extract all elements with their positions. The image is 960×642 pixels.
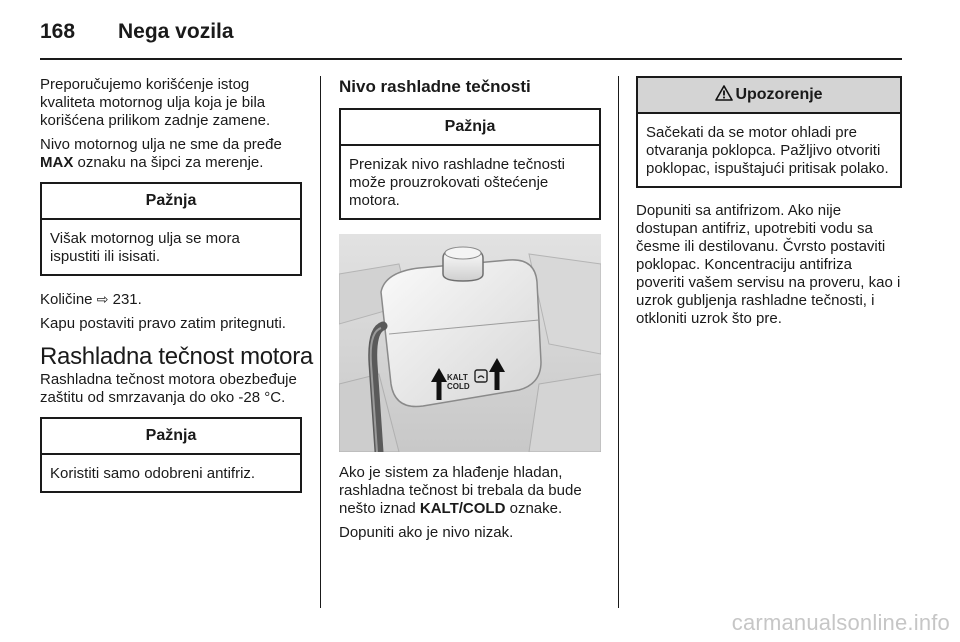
engine-bay-part — [529, 374, 601, 452]
note-title: Pažnja — [42, 419, 300, 455]
warning-triangle-icon — [715, 85, 733, 101]
warning-header — [638, 78, 900, 114]
reservoir-cap-top — [445, 247, 481, 259]
oil-quality-paragraph: Preporučujemo korišćenje istog kvaliteta motornog ulja koja je bila korišćena prilikom zadnje zamene. — [40, 76, 271, 129]
note-text: Koristiti samo odobreni antifriz. — [50, 465, 256, 482]
column-divider-2 — [618, 76, 619, 608]
top-up-paragraph: Dopuniti ako je nivo nizak. — [339, 524, 514, 541]
coolant-reservoir-figure — [339, 234, 601, 452]
warning-title: Upozorenje — [735, 86, 823, 103]
max-mark: MAX — [40, 154, 74, 171]
note-box-low-coolant — [339, 108, 601, 220]
watermark: carmanualsonline.info — [731, 610, 950, 635]
quantities-reference: Količine ⇨ 231. — [40, 291, 142, 308]
warning-box — [636, 76, 902, 188]
page-reference-arrow-icon: ⇨ — [96, 291, 109, 307]
note-text: Prenizak nivo rashladne tečnosti može prouzrokovati oštećenje motora. — [349, 156, 565, 209]
page-header — [40, 14, 902, 54]
note-box-antifreeze — [40, 417, 302, 493]
page-reference-link[interactable]: 231. — [108, 291, 142, 308]
note-title: Pažnja — [341, 110, 599, 146]
coolant-intro-paragraph: Rashladna tečnost motora obezbeđuje zaštitu od smrzavanja do oko -28 °C. — [40, 371, 297, 406]
note-title: Pažnja — [42, 184, 300, 220]
cold-system-paragraph: Ako je sistem za hlađenje hladan, rashladna tečnost bi trebala da bude nešto iznad KALT/COLD oznake. — [339, 464, 582, 517]
chapter-title: Nega vozila — [118, 20, 234, 43]
antifreeze-paragraph: Dopuniti sa antifrizom. Ako nije dostupan antifriz, upotrebiti vodu sa česme ili destilovanu. Čvrsto postaviti poklopac. Koncentraciju antifriza poveriti vašem servisu na proveru, kao i uzrok gubljenja rashladne tečnosti, i otkloniti uzrok što pre. — [636, 202, 901, 327]
column-divider-1 — [320, 76, 321, 608]
subtitle-coolant-level: Nivo rashladne tečnosti — [339, 77, 531, 96]
header-rule — [40, 58, 902, 60]
cap-paragraph: Kapu postaviti pravo zatim pritegnuti. — [40, 315, 286, 332]
note-text: Višak motornog ulja se mora ispustiti ili isisati. — [50, 230, 240, 265]
note-box-excess-oil — [40, 182, 302, 276]
column-middle — [339, 76, 601, 548]
page-number: 168 — [40, 20, 76, 43]
column-left — [40, 76, 313, 507]
kalt-cold-mark: KALT/COLD — [419, 500, 506, 517]
kalt-label: KALT — [447, 373, 468, 382]
section-title-engine-coolant: Rashladna tečnost motora — [40, 343, 313, 370]
cold-label: COLD — [447, 382, 470, 391]
warning-text: Sačekati da se motor ohladi pre otvaranja poklopca. Pažljivo otvoriti poklopac, ispuštajući pritisak polako. — [646, 124, 889, 177]
oil-max-paragraph: Nivo motornog ulja ne sme da pređe MAX oznaku na šipci za merenje. — [40, 136, 282, 171]
column-right — [636, 76, 902, 334]
